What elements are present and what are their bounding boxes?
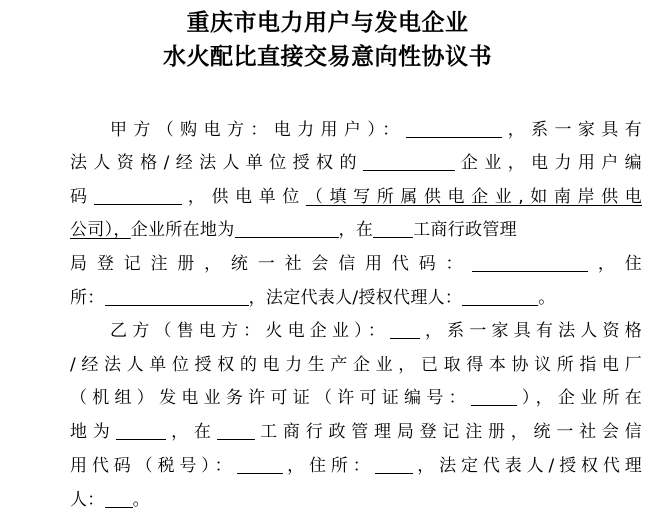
party-b-line-6: 人： 。 [70,490,150,510]
supply-unit-hint: （填写所属供电企业,如南岸供电 [305,187,642,207]
party-b-line-4: 地为 ，在 工商行政管理局登记注册，统一社会信 [70,422,642,442]
enterprise-type-blank[interactable] [363,152,455,171]
representative-blank[interactable] [462,287,538,306]
title-line-1: 重庆市电力用户与发电企业 [186,9,469,36]
tax-number-blank[interactable] [237,455,283,474]
party-a-line-4: 公司），企业所在地为 ，在 工商行政管理 [70,220,517,240]
party-a-line-5: 局登记注册，统一社会信用代码： ，住 [70,254,642,274]
party-b-line-1: 乙方（售电方：火电企业）： ，系一家具有法人资格 [110,321,643,341]
seller-name-blank[interactable] [390,320,420,339]
location-blank[interactable] [235,219,339,238]
registry-blank[interactable] [373,219,413,238]
user-code-blank[interactable] [94,186,182,205]
buyer-name-blank[interactable] [406,119,502,138]
party-a-line-3: 码 ，供电单位（填写所属供电企业,如南岸供电 [70,187,642,207]
party-a-line-1: 甲方（购电方：电力用户）： ，系一家具有 [110,120,642,140]
supply-unit-hint-cont: 公司）， [70,220,131,240]
party-a-line-6: 所： ，法定代表人/授权代理人： 。 [70,288,556,308]
party-b-line-3: （机组）发电业务许可证（许可证编号： ），企业所在 [70,388,642,408]
document-title [0,6,655,74]
party-b-line-2: /经法人单位授权的电力生产企业，已取得本协议所指电厂 [70,355,642,375]
seller-representative-blank[interactable] [105,489,133,508]
title-line-2: 水火配比直接交易意向性协议书 [163,43,492,70]
credit-code-blank[interactable] [472,253,588,272]
seller-address-blank[interactable] [375,455,413,474]
address-blank[interactable] [105,287,249,306]
party-a-line-2: 法人资格/经法人单位授权的 企业，电力用户编 [70,153,642,173]
seller-location-blank[interactable] [116,421,166,440]
license-number-blank[interactable] [471,387,517,406]
seller-registry-blank[interactable] [217,421,255,440]
party-b-line-5: 用代码（税号）： ，住所： ，法定代表人/授权代理 [70,456,643,476]
